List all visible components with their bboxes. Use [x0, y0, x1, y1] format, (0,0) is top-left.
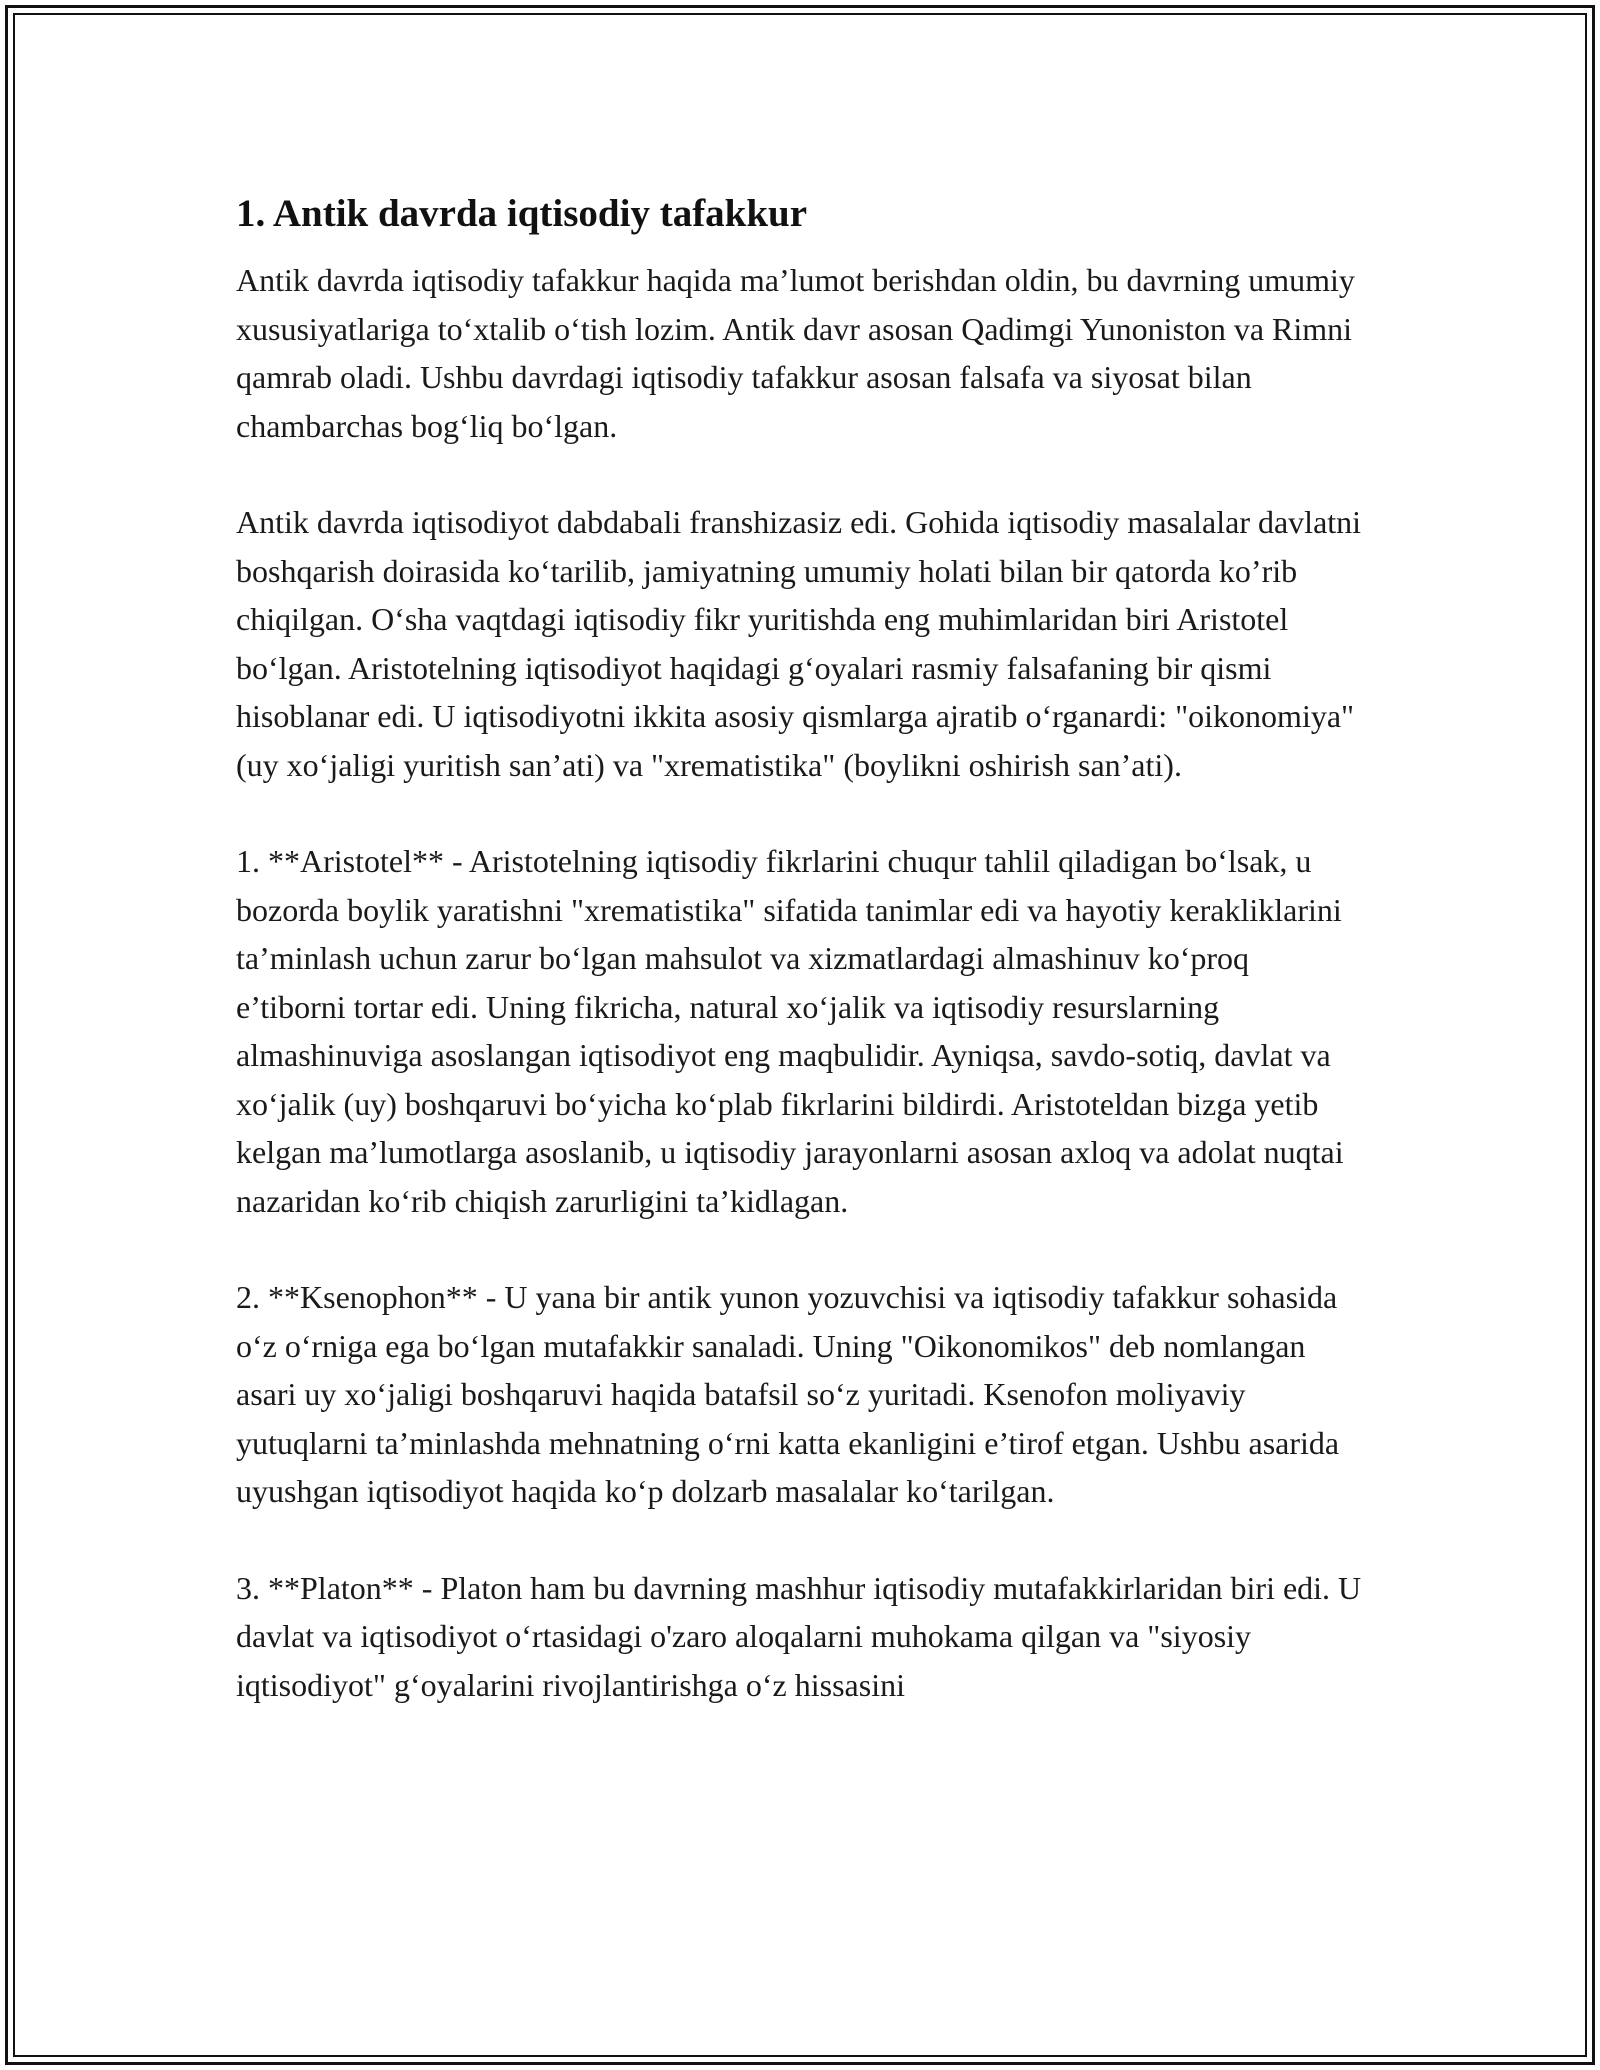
document-body: [236, 186, 1366, 1709]
paragraph-aristotel: 1. **Aristotel** - Aristotelning iqtisodiy fikrlarini chuqur tahlil qiladigan bo‘lsak, u bozorda boylik yaratishni "xrematistika" sifatida tanimlar edi va hayotiy kerakliklarini ta’minlash uchun zarur bo‘lgan mahsulot va xizmatlardagi almashinuv ko‘proq e’tiborni tortar edi. Uning fikricha, natural xo‘jalik va iqtisodiy resurslarning almashinuviga asoslangan iqtisodiyot eng maqbulidir. Ayniqsa, savdo-sotiq, davlat va xo‘jalik (uy) boshqaruvi bo‘yicha ko‘plab fikrlarini bildirdi. Aristoteldan bizga yetib kelgan ma’lumotlarga asoslanib, u iqtisodiy jarayonlarni asosan axloq va adolat nuqtai nazaridan ko‘rib chiqish zarurligini ta’kidlagan.: [236, 843, 1344, 1219]
section-heading: 1. Antik davrda iqtisodiy tafakkur: [236, 192, 808, 235]
paragraph-economy-overview: Antik davrda iqtisodiyot dabdabali franshizasiz edi. Gohida iqtisodiy masalalar davlatni boshqarish doirasida ko‘tarilib, jamiyatning umumiy holati bilan bir qatorda ko’rib chiqilgan. O‘sha vaqtdagi iqtisodiy fikr yuritishda eng muhimlaridan biri Aristotel bo‘lgan. Aristotelning iqtisodiyot haqidagi g‘oyalari rasmiy falsafaning bir qismi hisoblanar edi. U iqtisodiyotni ikkita asosiy qismlarga ajratib o‘rganardi: "oikonomiya" (uy xo‘jaligi yuritish san’ati) va "xrematistika" (boylikni oshirish san’ati).: [236, 504, 1362, 783]
paragraph-intro: Antik davrda iqtisodiy tafakkur haqida ma’lumot berishdan oldin, bu davrning umumiy xususiyatlariga to‘xtalib o‘tish lozim. Antik davr asosan Qadimgi Yunoniston va Rimni qamrab oladi. Ushbu davrdagi iqtisodiy tafakkur asosan falsafa va siyosat bilan chambarchas bog‘liq bo‘lgan.: [236, 262, 1355, 444]
paragraph-platon: 3. **Platon** - Platon ham bu davrning mashhur iqtisodiy mutafakkirlaridan biri edi. U davlat va iqtisodiyot o‘rtasidagi o'zaro aloqalarni muhokama qilgan va "siyosiy iqtisodiyot" g‘oyalarini rivojlantirishga o‘z hissasini: [236, 1569, 1362, 1703]
paragraph-ksenophon: 2. **Ksenophon** - U yana bir antik yunon yozuvchisi va iqtisodiy tafakkur sohasida o‘z o‘rniga ega bo‘lgan mutafakkir sanaladi. Uning "Oikonomikos" deb nomlangan asari uy xo‘jaligi boshqaruvi haqida batafsil so‘z yuritadi. Ksenofon moliyaviy yutuqlarni ta’minlashda mehnatning o‘rni katta ekanligini e’tirof etgan. Ushbu asarida uyushgan iqtisodiyot haqida ko‘p dolzarb masalalar ko‘tarilgan.: [236, 1279, 1340, 1509]
